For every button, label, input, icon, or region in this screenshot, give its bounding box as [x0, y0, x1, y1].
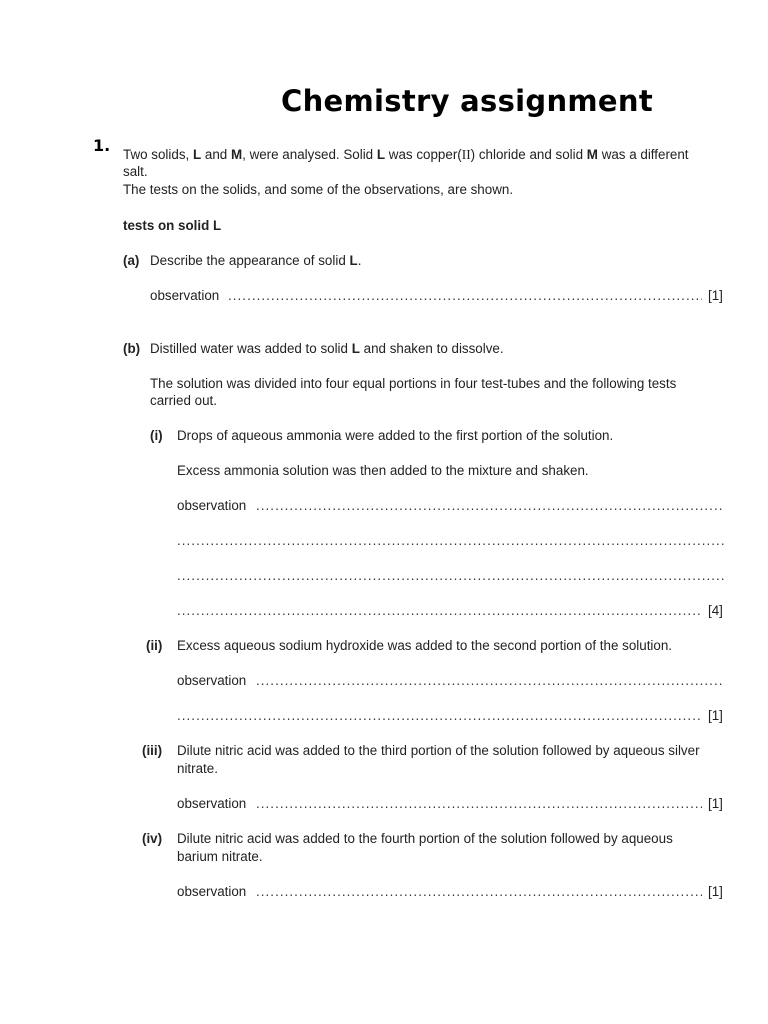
question-text: . [357, 253, 362, 268]
solid-l-label: L [349, 253, 358, 268]
sub-iii-label: (iii) [142, 743, 163, 758]
question-text: Distilled water was added to solid [150, 341, 348, 356]
observation-label: observation [177, 796, 247, 811]
sub-i-line-1: Drops of aqueous ammonia were added to the first portion of the solution. [177, 428, 614, 443]
solid-m-label: M [586, 147, 598, 162]
observation-label: observation [150, 288, 220, 303]
solid-m-label: M [230, 147, 243, 162]
marks-label: [4] [708, 603, 723, 618]
solid-l-label: L [351, 341, 360, 356]
answer-line[interactable] [256, 795, 702, 813]
intro-line-2: salt. [123, 164, 148, 179]
observation-label: observation [177, 884, 247, 899]
marks-label: [1] [708, 708, 723, 723]
section-heading: tests on solid L [123, 218, 222, 233]
answer-line[interactable] [177, 567, 724, 585]
answer-line[interactable] [177, 707, 702, 725]
intro-line-3: The tests on the solids, and some of the observations, are shown. [123, 182, 514, 197]
intro-line-1 [123, 146, 689, 164]
intro-text: and [204, 147, 228, 162]
part-b-paragraph-line-2: carried out. [150, 393, 217, 408]
solid-l-label: L [376, 147, 386, 162]
sub-iii-line-2: nitrate. [177, 761, 218, 776]
marks-label: [1] [708, 884, 723, 899]
answer-line[interactable] [177, 602, 702, 620]
sub-ii-line-1: Excess aqueous sodium hydroxide was added to the second portion of the solution. [177, 638, 673, 653]
sub-ii-label: (ii) [146, 638, 163, 653]
roman-numeral: II [461, 147, 471, 162]
sub-iii-line-1: Dilute nitric acid was added to the third portion of the solution followed by aqueous silver [177, 743, 700, 758]
part-a-text [150, 252, 361, 270]
answer-line[interactable] [256, 883, 702, 901]
answer-line[interactable] [256, 497, 724, 515]
sub-i-line-2: Excess ammonia solution was then added to the mixture and shaken. [177, 463, 589, 478]
part-b-label: (b) [123, 341, 141, 356]
intro-text: was a different [601, 147, 689, 162]
answer-line[interactable] [228, 287, 702, 305]
intro-text: ) chloride and solid [470, 147, 584, 162]
intro-text: Two solids, [123, 147, 190, 162]
sub-i-label: (i) [150, 428, 163, 443]
question-text: and shaken to dissolve. [363, 341, 504, 356]
sub-iv-line-2: barium nitrate. [177, 849, 263, 864]
part-a-label: (a) [123, 253, 140, 268]
observation-label: observation [177, 673, 247, 688]
page-title: Chemistry assignment [281, 84, 654, 118]
marks-label: [1] [708, 796, 723, 811]
intro-text: , were analysed. Solid [242, 147, 374, 162]
sub-iv-line-1: Dilute nitric acid was added to the fourth portion of the solution followed by aqueous [177, 831, 673, 846]
solid-l-label: L [192, 147, 202, 162]
intro-text: was copper( [388, 147, 462, 162]
observation-label: observation [177, 498, 247, 513]
marks-label: [1] [708, 288, 723, 303]
part-b-paragraph-line-1: The solution was divided into four equal portions in four test-tubes and the following tests [150, 376, 677, 391]
question-scan [118, 140, 730, 920]
question-number: 1. [93, 136, 111, 155]
answer-line[interactable] [177, 532, 724, 550]
answer-line[interactable] [256, 672, 724, 690]
question-text: Describe the appearance of solid [150, 253, 346, 268]
part-b-text [150, 340, 504, 358]
sub-iv-label: (iv) [142, 831, 163, 846]
